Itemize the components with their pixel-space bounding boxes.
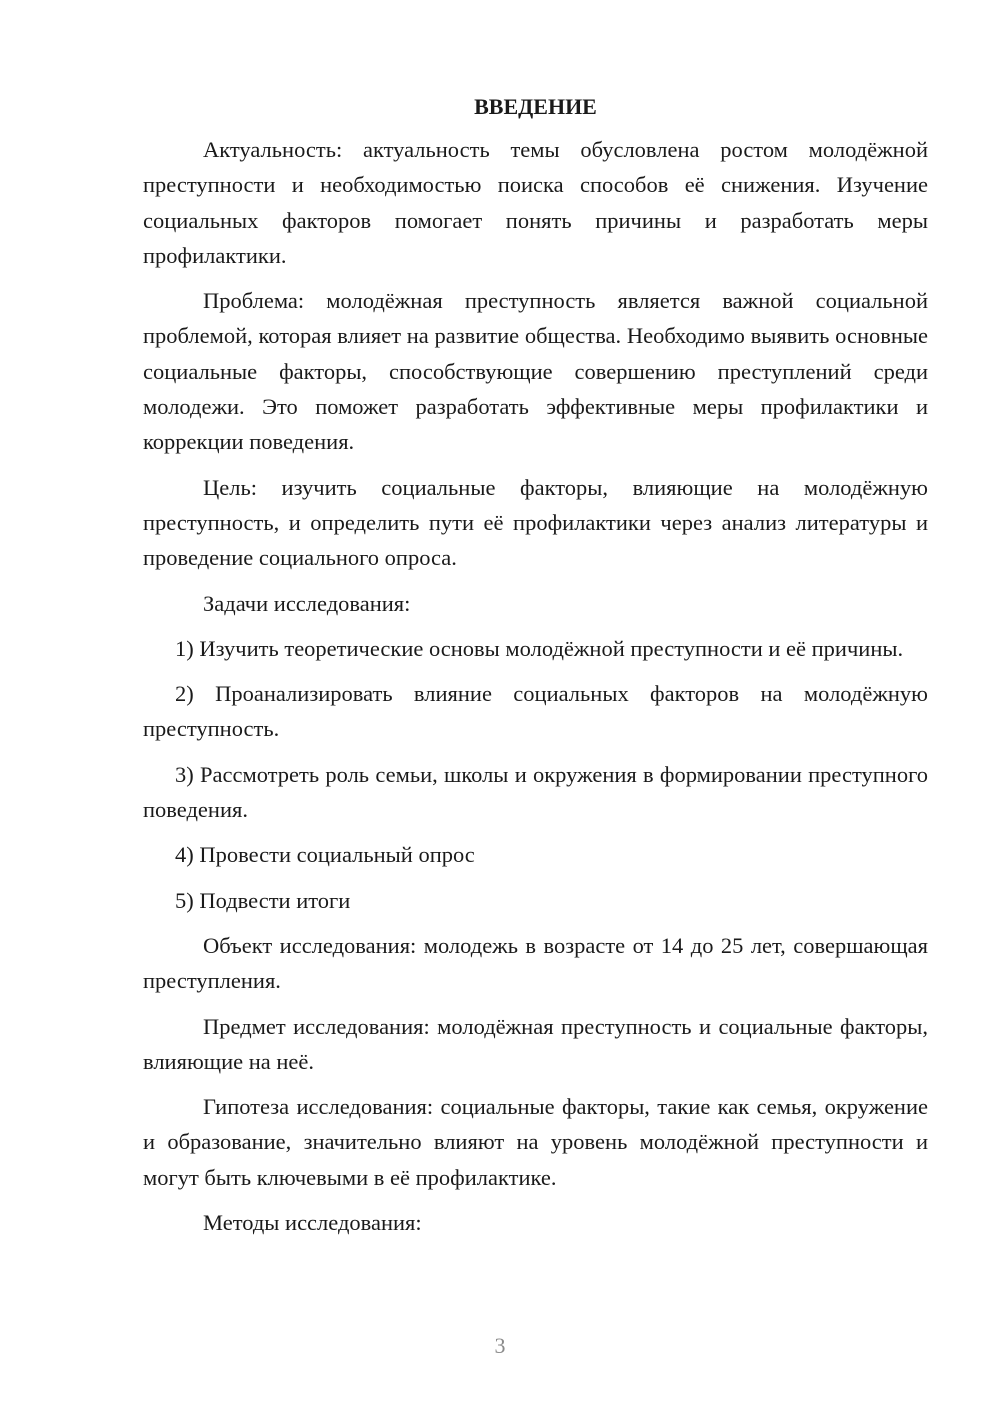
- subject-paragraph: Предмет исследования: молодёжная преступность и социальные факторы, влияющие на неё.: [143, 1013, 928, 1074]
- task-item-3: 3) Рассмотреть роль семьи, школы и окружения в формировании преступного поведения.: [143, 761, 928, 823]
- hypothesis-paragraph: Гипотеза исследования: социальные факторы, такие как семья, окружение и образование, значительно влияют на уровень молодёжной преступности и могут быть ключевыми в её профилактике.: [143, 1094, 928, 1190]
- section-title: ВВЕДЕНИЕ: [474, 94, 597, 119]
- document-page: [143, 92, 928, 1250]
- methods-heading: Методы исследования:: [203, 1210, 422, 1236]
- tasks-heading: Задачи исследования:: [203, 590, 411, 616]
- problem-paragraph: Проблема: молодёжная преступность является важной социальной проблемой, которая влияет на развитие общества. Необходимо выявить основные социальные факторы, способствующие совершению преступлений среди молодежи. Это поможет разработать эффективные меры профилактики и коррекции поведения.: [143, 288, 928, 455]
- task-item-1: 1) Изучить теоретические основы молодёжной преступности и её причины.: [175, 635, 904, 661]
- object-paragraph: Объект исследования: молодежь в возрасте от 14 до 25 лет, совершающая преступления.: [143, 932, 928, 994]
- task-item-5: 5) Подвести итоги: [175, 887, 351, 913]
- task-item-2: 2) Проанализировать влияние социальных факторов на молодёжную преступность.: [143, 681, 928, 742]
- page-number: 3: [494, 1333, 506, 1358]
- task-item-4: 4) Провести социальный опрос: [175, 842, 475, 868]
- goal-paragraph: Цель: изучить социальные факторы, влияющие на молодёжную преступность, и определить пути её профилактики через анализ литературы и проведение социального опроса.: [143, 474, 928, 571]
- relevance-paragraph: Актуальность: актуальность темы обусловлена ростом молодёжной преступности и необходимостью поиска способов её снижения. Изучение социальных факторов помогает понять причины и разработать меры профилактики.: [143, 137, 928, 268]
